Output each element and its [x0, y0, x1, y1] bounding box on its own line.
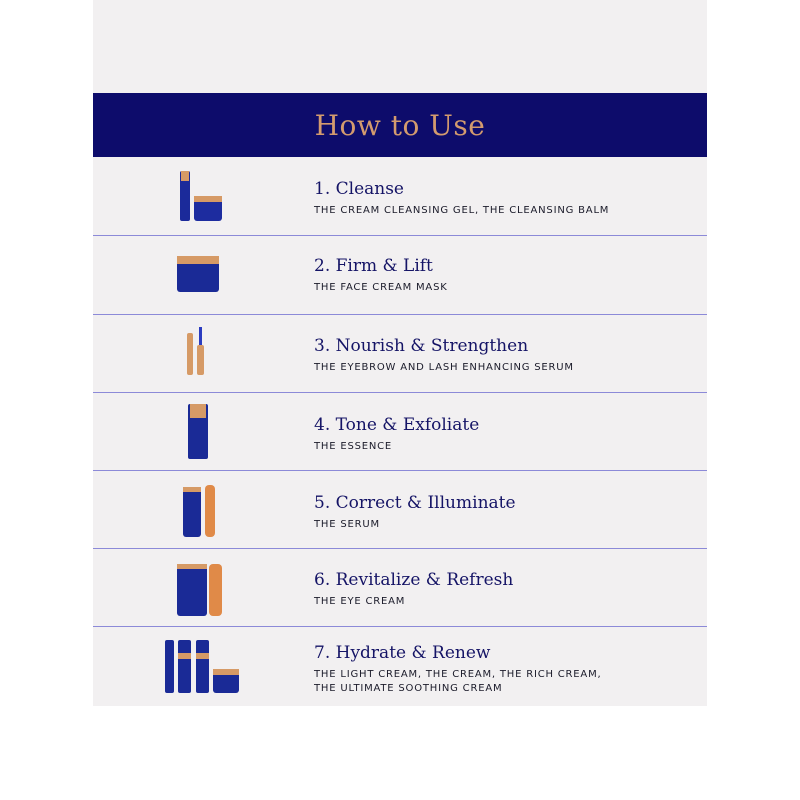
step-title: 2. Firm & Lift [314, 256, 433, 276]
step-row-revitalize [93, 549, 707, 627]
serum-image [153, 471, 253, 548]
step-products: THE EYEBROW AND LASH ENHANCING SERUM [314, 362, 574, 373]
step-title: 4. Tone & Exfoliate [314, 415, 480, 435]
step-products: THE LIGHT CREAM, THE CREAM, THE RICH CREAM, THE ULTIMATE SOOTHING CREAM [314, 669, 602, 694]
page-title: How to Use [314, 108, 486, 142]
essence-image [153, 393, 253, 470]
step-products: THE FACE CREAM MASK [314, 282, 448, 293]
step-products: THE SERUM [314, 519, 380, 530]
step-title: 1. Cleanse [314, 179, 404, 199]
step-products: THE CREAM CLEANSING GEL, THE CLEANSING BALM [314, 205, 610, 216]
step-row-firm-lift [93, 236, 707, 315]
step-title: 5. Correct & Illuminate [314, 493, 516, 513]
step-row-tone [93, 393, 707, 471]
step-title: 6. Revitalize & Refresh [314, 570, 514, 590]
step-title: 3. Nourish & Strengthen [314, 336, 529, 356]
lash-serum-image [153, 315, 253, 392]
step-title: 7. Hydrate & Renew [314, 643, 491, 663]
eye-cream-image [153, 549, 253, 626]
step-products: THE EYE CREAM [314, 596, 406, 607]
header-banner [93, 93, 707, 157]
step-row-hydrate [93, 627, 707, 706]
step-products: THE ESSENCE [314, 441, 393, 452]
step-row-correct [93, 471, 707, 549]
step-row-cleanse [93, 158, 707, 236]
step-row-nourish [93, 315, 707, 393]
creams-image [153, 627, 253, 706]
cleanse-products-image [153, 158, 253, 235]
face-cream-mask-image [153, 236, 253, 314]
